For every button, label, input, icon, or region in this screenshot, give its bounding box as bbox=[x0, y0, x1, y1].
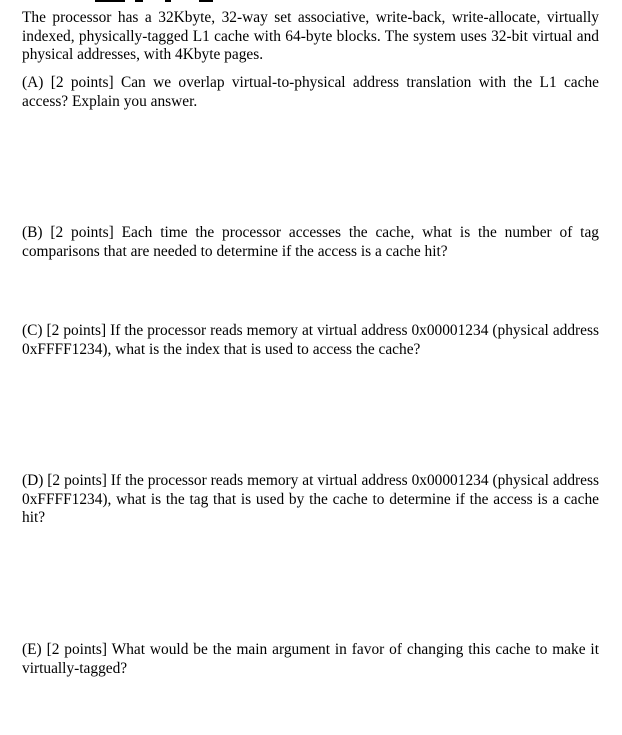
question-e: (E) [2 points] What would be the main argument in favor of changing this cache to make it virtually-tagged? bbox=[22, 641, 599, 677]
question-d: (D) [2 points] If the processor reads memory at virtual address 0x00001234 (physical address 0xFFFF1234), what is the tag that is used by the cache to determine if the access is a cache hit? bbox=[22, 472, 599, 526]
question-b: (B) [2 points] Each time the processor accesses the cache, what is the number of tag comparisons that are needed to determine if the access is a cache hit? bbox=[22, 224, 599, 260]
problem-statement: The processor has a 32Kbyte, 32-way set associative, write-back, write-allocate, virtually indexed, physically-tagged L1 cache with 64-byte blocks. The system uses 32-bit virtual and physical addresses, with 4Kbyte pages. bbox=[22, 9, 599, 63]
question-a: (A) [2 points] Can we overlap virtual-to-physical address translation with the L1 cache access? Explain you answer. bbox=[22, 74, 599, 110]
question-c: (C) [2 points] If the processor reads memory at virtual address 0x00001234 (physical address 0xFFFF1234), what is the index that is used to access the cache? bbox=[22, 322, 599, 358]
cropped-heading-fragment bbox=[95, 0, 235, 2]
